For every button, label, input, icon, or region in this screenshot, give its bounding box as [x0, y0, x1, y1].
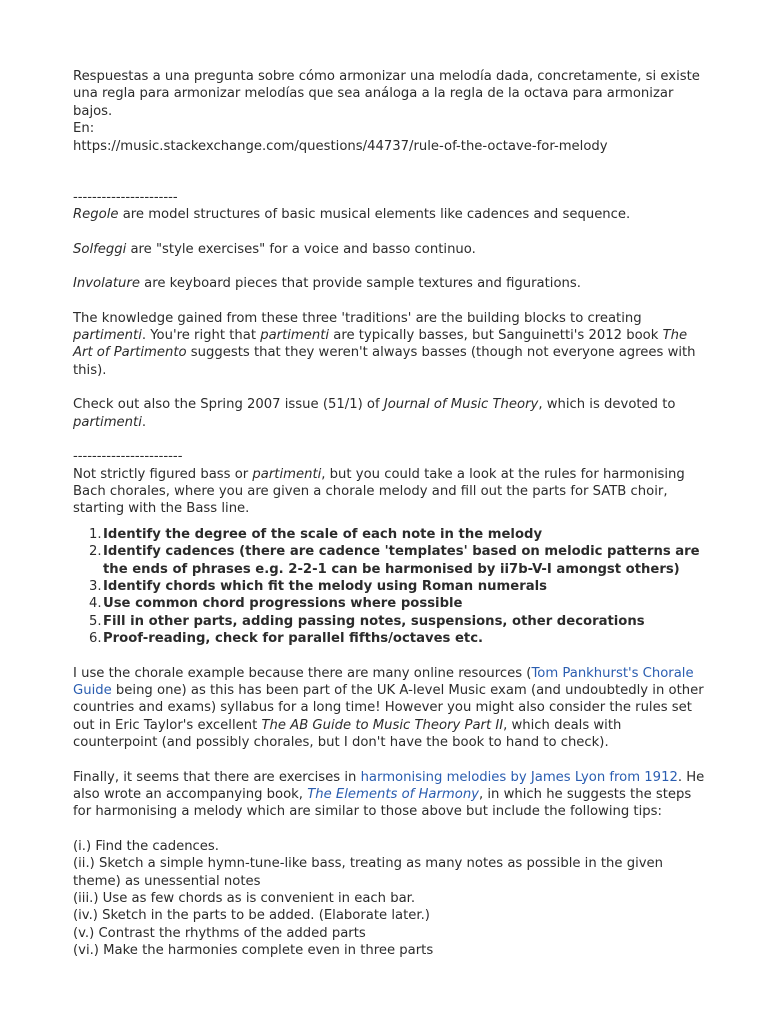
- book-title: The Art of Partimento: [73, 328, 688, 361]
- book-title: The Elements of Harmony: [307, 787, 479, 802]
- text-run: being one) as this has been part of the UK A-level Music exam (and undoubtedly in other countries and exams) syllabus for a long time! However you might also consider the rules set out in Eric Taylor's excellent: [73, 682, 704, 733]
- spacer: [73, 648, 708, 665]
- list-text: Identify the degree of the scale of each note in the melody: [103, 526, 543, 542]
- partimenti-term: partimenti: [260, 328, 330, 344]
- list-text: Use common chord progressions where possible: [103, 596, 463, 612]
- text-run: are typically basses, but Sanguinetti's 2012 book: [329, 328, 663, 344]
- solfeggi-term: Solfeggi: [73, 241, 127, 257]
- involature-paragraph: [73, 275, 708, 292]
- text-run: Not strictly figured bass or: [73, 466, 253, 482]
- list-item: [89, 526, 708, 543]
- journal-title: Journal of Music Theory: [383, 397, 539, 413]
- list-number: 4.: [89, 596, 102, 612]
- regole-text: are model structures of basic musical elements like cadences and sequence.: [118, 207, 631, 223]
- tips-list: [73, 838, 708, 960]
- list-item: [89, 578, 708, 595]
- spacer: [73, 821, 708, 838]
- spacer: [73, 379, 708, 396]
- text-run: Finally, it seems that there are exercises in: [73, 769, 361, 785]
- intro-line: Respuestas a una pregunta sobre cómo armonizar una melodía dada, concretamente, si existe una regla para armonizar melodías que sea análoga a la regla de la octava para armonizar bajos.: [73, 69, 700, 119]
- list-number: 5.: [89, 613, 102, 629]
- partimenti-term: partimenti: [73, 328, 142, 344]
- spacer: [73, 155, 708, 189]
- list-text: Proof-reading, check for parallel fifths/octaves etc.: [103, 631, 484, 647]
- tip-item: (iv.) Sketch in the parts to be added. (Elaborate later.): [73, 908, 430, 924]
- solfeggi-paragraph: [73, 241, 708, 258]
- harmonisation-steps-list: [73, 526, 708, 648]
- partimenti-term: partimenti: [73, 414, 142, 430]
- elements-of-harmony-link[interactable]: [307, 787, 479, 802]
- involature-text: are keyboard pieces that provide sample textures and figurations.: [139, 276, 581, 292]
- source-url[interactable]: https://music.stackexchange.com/questions/44737/rule-of-the-octave-for-melody: [73, 138, 608, 154]
- text-run: . You're right that: [141, 328, 261, 344]
- list-number: 2.: [89, 544, 102, 560]
- spacer: [73, 293, 708, 310]
- text-run: , which deals with counterpoint (and possibly chorales, but I don't have the book to hand to check).: [73, 717, 622, 751]
- text-run: . He also wrote an accompanying book,: [73, 769, 705, 802]
- intro-en-label: En:: [73, 121, 95, 137]
- solfeggi-text: are "style exercises" for a voice and basso continuo.: [126, 241, 476, 257]
- knowledge-paragraph: [73, 310, 708, 380]
- text-run: .: [141, 414, 147, 430]
- book-title: The AB Guide to Music Theory Part II: [261, 717, 504, 733]
- text-run: , but you could take a look at the rules for harmonising Bach chorales, where you are given a chorale melody and fill out the parts for SATB choir, starting with the Bass line.: [73, 466, 685, 517]
- text-run: I use the chorale example because there are many online resources (: [73, 665, 532, 681]
- chorale-resources-paragraph: [73, 665, 708, 752]
- text-run: , in which he suggests the steps for harmonising a melody which are similar to those above but include the following tips:: [73, 787, 692, 820]
- partimenti-term: partimenti: [252, 466, 322, 482]
- list-text: Identify cadences (there are cadence 'templates' based on melodic patterns are the ends of phrases e.g. 2-2-1 can be harmonised by ii7b-V-I amongst others): [103, 544, 700, 577]
- tip-item: (vi.) Make the harmonies complete even in three parts: [73, 943, 434, 959]
- separator-2: -----------------------: [73, 449, 183, 465]
- spacer: [73, 752, 708, 769]
- tip-item: (ii.) Sketch a simple hymn-tune-like bass, treating as many notes as possible in the given theme) as unessential notes: [73, 856, 664, 889]
- list-text: Identify chords which fit the melody using Roman numerals: [103, 578, 548, 594]
- text-run: The knowledge gained from these three 'traditions' are the building blocks to creating: [73, 310, 642, 326]
- list-number: 6.: [89, 631, 102, 647]
- text-run: Check out also the Spring 2007 issue (51/1) of: [73, 397, 384, 413]
- tip-item: (i.) Find the cadences.: [73, 838, 219, 854]
- spacer: [73, 431, 708, 448]
- list-item: [89, 595, 708, 612]
- chorale-intro-paragraph: [73, 466, 708, 518]
- list-text: Fill in other parts, adding passing notes, suspensions, other decorations: [103, 613, 645, 629]
- tip-item: (iii.) Use as few chords as is convenient in each bar.: [73, 891, 416, 907]
- text-run: , which is devoted to: [538, 397, 676, 413]
- chorale-guide-link[interactable]: Tom Pankhurst's Chorale Guide: [73, 665, 694, 698]
- regole-paragraph: [73, 206, 708, 223]
- tip-item: (v.) Contrast the rhythms of the added parts: [73, 925, 366, 941]
- journal-paragraph: [73, 396, 708, 431]
- list-number: 3.: [89, 578, 102, 594]
- list-item: [89, 630, 708, 647]
- lyon-paragraph: [73, 769, 708, 821]
- regole-term: Regole: [73, 207, 119, 223]
- list-item: [89, 613, 708, 630]
- spacer: [73, 258, 708, 275]
- list-item: [89, 543, 708, 578]
- intro-text: [73, 68, 708, 120]
- text-run: suggests that they weren't always basses (though not everyone agrees with this).: [73, 345, 696, 378]
- spacer: [73, 224, 708, 241]
- list-number: 1.: [89, 526, 102, 542]
- lyon-exercises-link[interactable]: harmonising melodies by James Lyon from 1912: [360, 769, 678, 785]
- involature-term: Involature: [73, 276, 140, 292]
- separator-1: ----------------------: [73, 190, 178, 206]
